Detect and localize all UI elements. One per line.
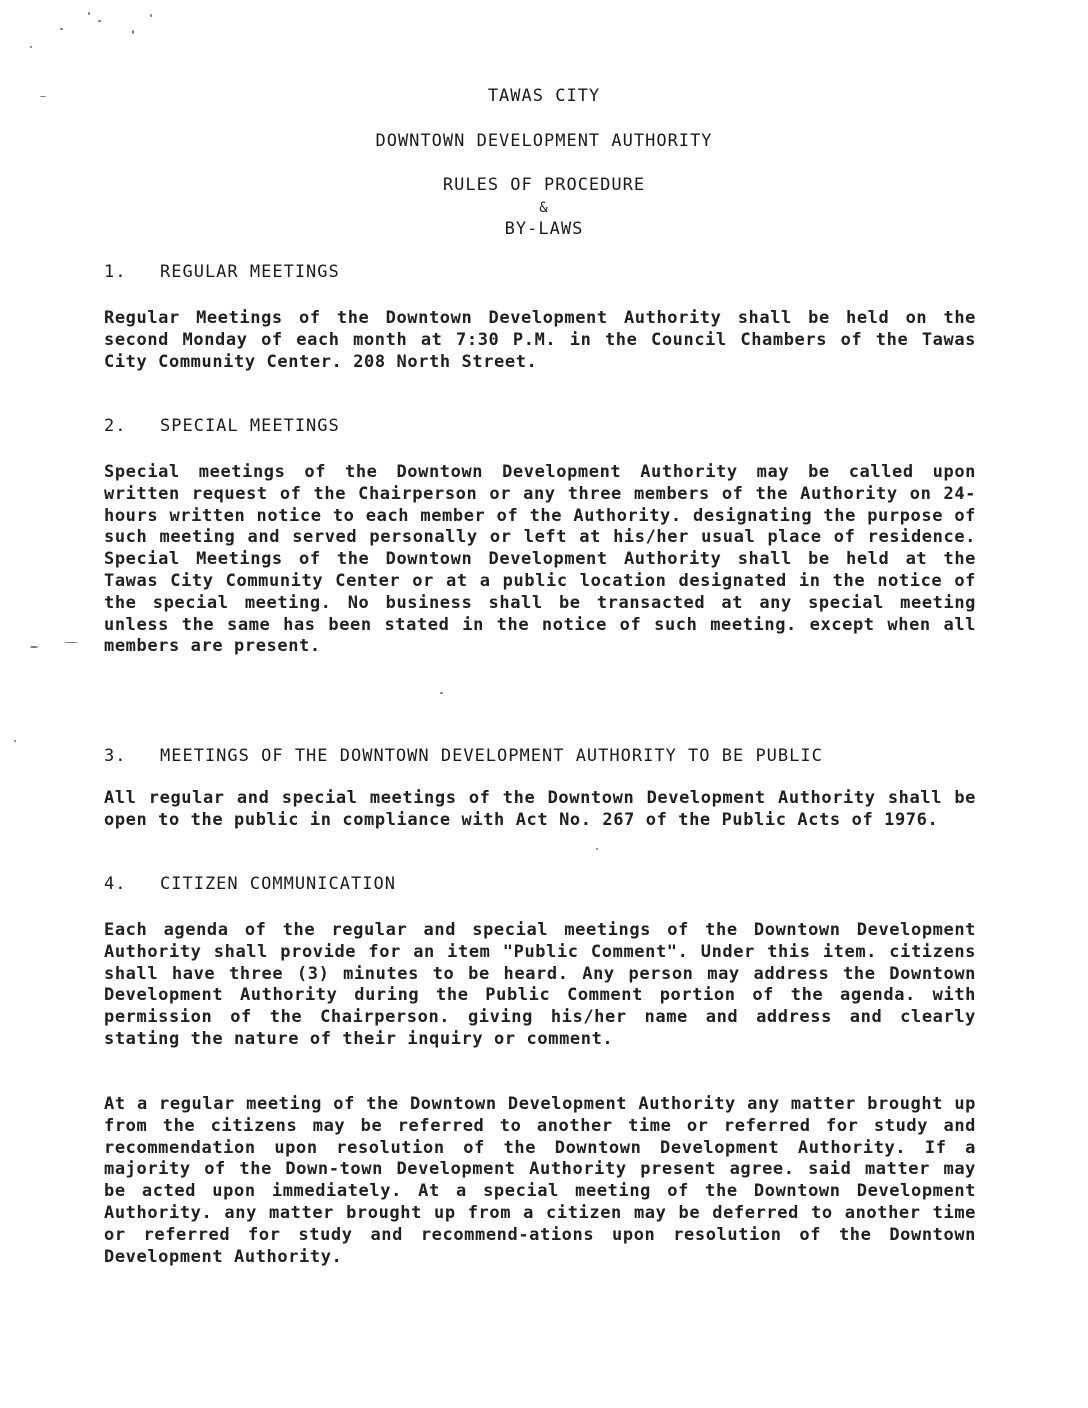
section-title: SPECIAL MEETINGS <box>160 416 340 436</box>
doc-title-city: TAWAS CITY <box>487 86 601 106</box>
doc-title-ampersand: & <box>539 200 549 216</box>
section-number: 4. <box>104 874 127 894</box>
doc-title-rules: RULES OF PROCEDURE <box>442 175 646 195</box>
scan-speck <box>60 28 63 30</box>
doc-title-authority: DOWNTOWN DEVELOPMENT AUTHORITY <box>375 131 713 151</box>
section-title: MEETINGS OF THE DOWNTOWN DEVELOPMENT AUTHORITY TO BE PUBLIC <box>160 746 823 766</box>
scan-speck <box>88 12 90 15</box>
section-heading <box>104 416 340 436</box>
scan-speck <box>132 30 134 34</box>
section-title: REGULAR MEETINGS <box>160 262 340 282</box>
section-number: 3. <box>104 746 127 766</box>
section-paragraph: Special meetings of the Downtown Development Authority may be called upon written request of the Chairperson or any three members of the Authority on 24-hours written notice to each member of the Authority. designating the purpose of such meeting and served personally or left at his/her usual place of residence. Special Meetings of the Downtown Development Authority shall be held at the Tawas City Community Center or at a public location designated in the notice of the special meeting. No business shall be transacted at any special meeting unless the same has been stated in the notice of such meeting. except when all members are present. <box>104 462 976 657</box>
doc-title-bylaws: BY-LAWS <box>504 219 584 239</box>
scan-speck <box>64 642 78 643</box>
scan-speck <box>596 848 598 850</box>
section-number: 2. <box>104 416 127 436</box>
scan-speck <box>440 692 443 694</box>
section-heading <box>104 746 823 766</box>
section-title: CITIZEN COMMUNICATION <box>160 874 396 894</box>
scan-speck <box>150 14 152 17</box>
section-paragraph: At a regular meeting of the Downtown Development Authority any matter brought up from the citizens may be referred to another time or referred for study and recommendation upon resolution of the Downtown Development Authority. If a majority of the Down-town Development Authority present agree. said matter may be acted upon immediately. At a special meeting of the Downtown Development Authority. any matter brought up from a citizen may be deferred to another time or referred for study and recommend-ations upon resolution of the Downtown Development Authority. <box>104 1094 976 1267</box>
section-number: 1. <box>104 262 127 282</box>
scan-speck <box>14 740 16 742</box>
scan-speck <box>98 20 101 22</box>
section-paragraph: Regular Meetings of the Downtown Development Authority shall be held on the second Monday of each month at 7:30 P.M. in the Council Chambers of the Tawas City Community Center. 208 North Street. <box>104 308 976 372</box>
section-paragraph: All regular and special meetings of the Downtown Development Authority shall be open to the public in compliance with Act No. 267 of the Public Acts of 1976. <box>104 788 976 830</box>
scan-speck <box>30 646 38 648</box>
section-paragraph: Each agenda of the regular and special meetings of the Downtown Development Authority shall provide for an item "Public Comment". Under this item. citizens shall have three (3) minutes to be heard. Any person may address the Downtown Development Authority during the Public Comment portion of the agenda. with permission of the Chairperson. giving his/her name and address and clearly stating the nature of their inquiry or comment. <box>104 920 976 1049</box>
section-heading <box>104 262 340 282</box>
scan-speck <box>30 46 32 48</box>
section-heading <box>104 874 396 894</box>
